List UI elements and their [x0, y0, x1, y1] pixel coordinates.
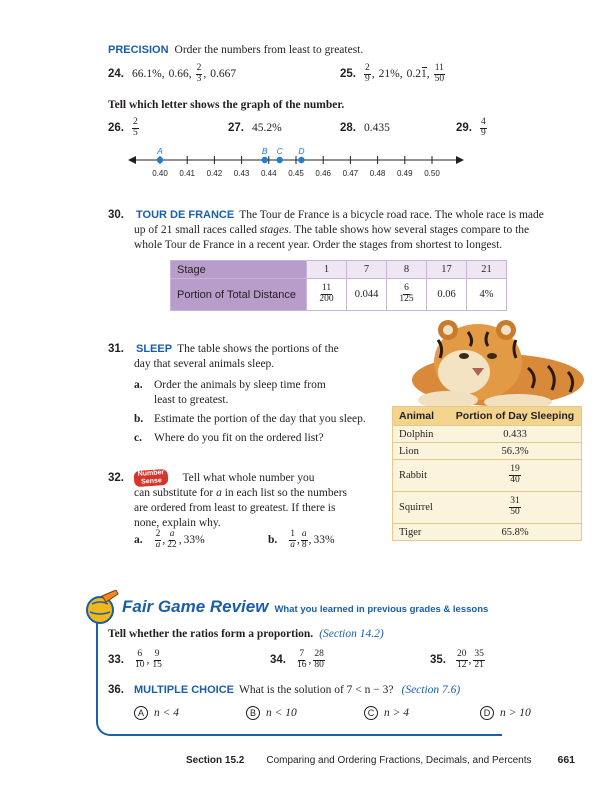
badge-text: Number	[137, 469, 165, 478]
text-line: The table shows the portions of the	[177, 343, 339, 355]
text-line: Order the animals by sleep time from	[154, 379, 326, 391]
part-label: a.	[134, 379, 143, 391]
value: 0.66,	[168, 68, 192, 81]
table-cell: Tiger	[399, 526, 422, 538]
text-line: day that several animals sleep.	[134, 358, 275, 370]
left-arrow	[128, 156, 136, 164]
problem-heading: MULTIPLE CHOICE	[134, 684, 235, 696]
problem-number: 26.	[108, 122, 124, 135]
point-label: C	[276, 146, 283, 156]
tick-label: 0.48	[369, 169, 386, 178]
comma: ,	[371, 68, 375, 81]
tick-label: 0.50	[424, 169, 440, 178]
fair-game-header	[122, 597, 488, 617]
part-label: b.	[134, 413, 144, 425]
choice-letter[interactable]: B	[246, 706, 260, 720]
text-line: up of 21 small races called	[134, 224, 260, 236]
page-number: 661	[557, 754, 576, 766]
precision-instruction: Order the numbers from least to greatest.	[174, 44, 364, 56]
page-footer	[186, 754, 575, 766]
point-label: B	[261, 146, 268, 156]
table-cell: 65.8%	[501, 526, 529, 538]
text-line: . The table shows how several stages compare to the	[288, 224, 530, 236]
choice-d[interactable]	[480, 706, 531, 720]
pencil-globe-icon	[84, 590, 120, 626]
fraction: $\frac{2}{5}$	[133, 117, 138, 138]
precision-heading: PRECISION	[108, 44, 169, 56]
table-row	[393, 491, 581, 523]
problem-32b: b. $\frac{1}{a}$ , $\frac{a}{8}$ , 33%	[268, 529, 335, 550]
problem-number: 31.	[108, 343, 124, 355]
point-b	[262, 157, 268, 163]
value: 0.21,	[406, 68, 430, 81]
question-text: What is the solution of 7 < n − 3?	[239, 684, 394, 696]
table-cell: Rabbit	[399, 470, 427, 481]
tiger-image	[408, 318, 588, 410]
table-cell: Dolphin	[399, 428, 434, 440]
table-row	[393, 459, 581, 491]
problem-number: 34.	[270, 654, 286, 667]
table-header: Portion of Total Distance	[171, 279, 307, 311]
table-cell: 0.433	[503, 428, 527, 440]
number-sense-badge	[133, 469, 168, 487]
table-cell: Lion	[399, 445, 419, 457]
text-line: Estimate the portion of the day that you sleep.	[154, 413, 366, 425]
italic-variable: a	[216, 487, 222, 499]
problem-33: 33. $\frac{6}{10}$ , $\frac{9}{15}$	[108, 649, 162, 670]
problem-number: 35.	[430, 654, 446, 667]
problem-28	[340, 122, 390, 134]
point-a	[157, 157, 163, 163]
choice-c[interactable]	[364, 706, 409, 720]
value: 66.1%,	[132, 68, 165, 81]
choice-text: n < 10	[266, 707, 297, 719]
precision-header	[108, 44, 363, 56]
table-cell: $\frac{31}{50}$	[510, 496, 520, 517]
table-cell: 4%	[467, 279, 507, 311]
table-row	[393, 442, 581, 459]
problem-30	[108, 208, 548, 253]
point-label: D	[298, 146, 305, 156]
problem-heading: SLEEP	[136, 343, 173, 355]
table-cell: 0.044	[347, 279, 387, 311]
problem-number: 36.	[108, 684, 124, 696]
problem-29	[456, 118, 488, 139]
repeating-decimal	[407, 68, 430, 80]
tick-label: 0.47	[342, 169, 359, 178]
section-reference: (Section 7.6)	[401, 684, 461, 696]
problem-number: 30.	[108, 209, 124, 221]
table-cell: 0.06	[427, 279, 467, 311]
text-line: are ordered from least to greatest. If there is	[134, 502, 336, 514]
problem-25	[340, 64, 446, 85]
instruction-text: Tell whether the ratios form a proportion.	[108, 628, 314, 640]
text-line: Tell what whole number you	[182, 471, 315, 484]
italic-term: stages	[259, 224, 289, 236]
choice-text: n > 10	[500, 707, 531, 719]
problem-27	[228, 122, 282, 134]
table-cell: 56.3%	[501, 445, 529, 457]
tick-label: 0.46	[315, 169, 331, 178]
table-header: Stage	[171, 261, 307, 279]
choice-a[interactable]	[134, 706, 179, 720]
fraction: $\frac{2}{3}$	[196, 63, 202, 84]
text-line: least to greatest.	[154, 394, 229, 406]
tick-label: 0.42	[206, 169, 223, 178]
comma: ,	[203, 68, 207, 81]
table-cell: $\frac{6}{125}$	[387, 279, 427, 311]
fraction: $\frac{4}{9}$	[481, 117, 486, 138]
table-cell: 7	[347, 261, 387, 279]
tick-label: 0.49	[397, 169, 413, 178]
value: 33%	[313, 534, 335, 547]
problem-26	[108, 118, 140, 139]
problem-number: 27.	[228, 122, 244, 134]
value: 33%	[183, 534, 205, 547]
text-line: in each list so the numbers	[221, 487, 348, 499]
section-reference: (Section 14.2)	[319, 628, 384, 640]
table-header: Portion of Day Sleeping	[455, 410, 575, 422]
badge-text: Sense	[140, 477, 162, 486]
table-cell: Squirrel	[399, 502, 433, 513]
part-label: c.	[134, 432, 142, 444]
choice-b[interactable]	[246, 706, 297, 720]
problem-number: 24.	[108, 68, 124, 81]
fair-game-title: Fair Game Review	[122, 597, 269, 616]
problem-35: 35. $\frac{20}{12}$ , $\frac{35}{21}$	[430, 649, 484, 670]
part-label: a.	[134, 534, 143, 547]
choice-letter[interactable]: D	[480, 706, 494, 720]
point-label: A	[157, 146, 163, 156]
point-c	[276, 157, 282, 163]
text-line: Where do you fit on the ordered list?	[154, 432, 324, 444]
text-line: whole Tour de France in a recent year. Order the stages from shortest to longest.	[134, 239, 503, 251]
table-cell: $\frac{11}{200}$	[307, 279, 347, 311]
number-line	[110, 144, 490, 184]
fraction: $\frac{11}{50}$	[434, 63, 445, 84]
problem-number: 25.	[340, 68, 356, 81]
part-label: b.	[268, 534, 278, 547]
sleep-table	[392, 406, 582, 541]
table-header: Animal	[399, 410, 435, 422]
text-line: none, explain why.	[134, 517, 221, 529]
table-cell: $\frac{19}{40}$	[510, 464, 520, 485]
value: 0.667	[210, 68, 237, 81]
stages-table	[170, 260, 507, 311]
problem-number: 33.	[108, 654, 124, 667]
tick-label: 0.45	[288, 169, 304, 178]
fair-game-subtitle: What you learned in previous grades & lessons	[274, 603, 489, 615]
tick-label: 0.44	[261, 169, 277, 178]
problem-heading: TOUR DE FRANCE	[136, 209, 235, 221]
value: 21%,	[378, 68, 403, 81]
table-cell: 1	[307, 261, 347, 279]
problem-number: 32.	[108, 471, 124, 484]
table-cell: 17	[427, 261, 467, 279]
table-cell: 21	[467, 261, 507, 279]
tick-label: 0.40	[152, 169, 168, 178]
repeat-bar	[422, 67, 427, 68]
problem-number: 29.	[456, 122, 472, 135]
proportion-instruction	[108, 628, 384, 640]
text-line: can substitute for	[134, 487, 217, 499]
table-row	[393, 523, 581, 540]
tick-label: 0.43	[233, 169, 250, 178]
tick-label: 0.41	[179, 169, 195, 178]
problem-number: 28.	[340, 122, 356, 134]
footer-title: Comparing and Ordering Fractions, Decimals, and Percents	[266, 754, 532, 766]
choice-letter[interactable]: A	[134, 706, 148, 720]
problem-32	[108, 470, 398, 531]
point-d	[298, 157, 304, 163]
problem-34: 34. $\frac{7}{16}$ , $\frac{28}{80}$	[270, 649, 324, 670]
footer-section: Section 15.2	[186, 754, 245, 766]
problem-31	[108, 342, 398, 446]
graph-instruction: Tell which letter shows the graph of the number.	[108, 99, 345, 111]
text-line: The Tour de France is a bicycle road race. The whole race is made	[239, 209, 544, 221]
value: 0.435	[364, 122, 390, 134]
choice-letter[interactable]: C	[364, 706, 378, 720]
right-arrow	[456, 156, 464, 164]
problem-32a: a. $\frac{2}{a}$ , $\frac{a}{22}$ , 33%	[134, 529, 205, 550]
problem-36	[108, 684, 460, 696]
table-row	[393, 425, 581, 442]
problem-24	[108, 64, 236, 85]
table-cell: 8	[387, 261, 427, 279]
choice-text: n < 4	[154, 707, 180, 719]
choice-text: n > 4	[384, 707, 410, 719]
fraction: $\frac{2}{9}$	[365, 63, 370, 84]
value: 45.2%	[252, 122, 282, 134]
